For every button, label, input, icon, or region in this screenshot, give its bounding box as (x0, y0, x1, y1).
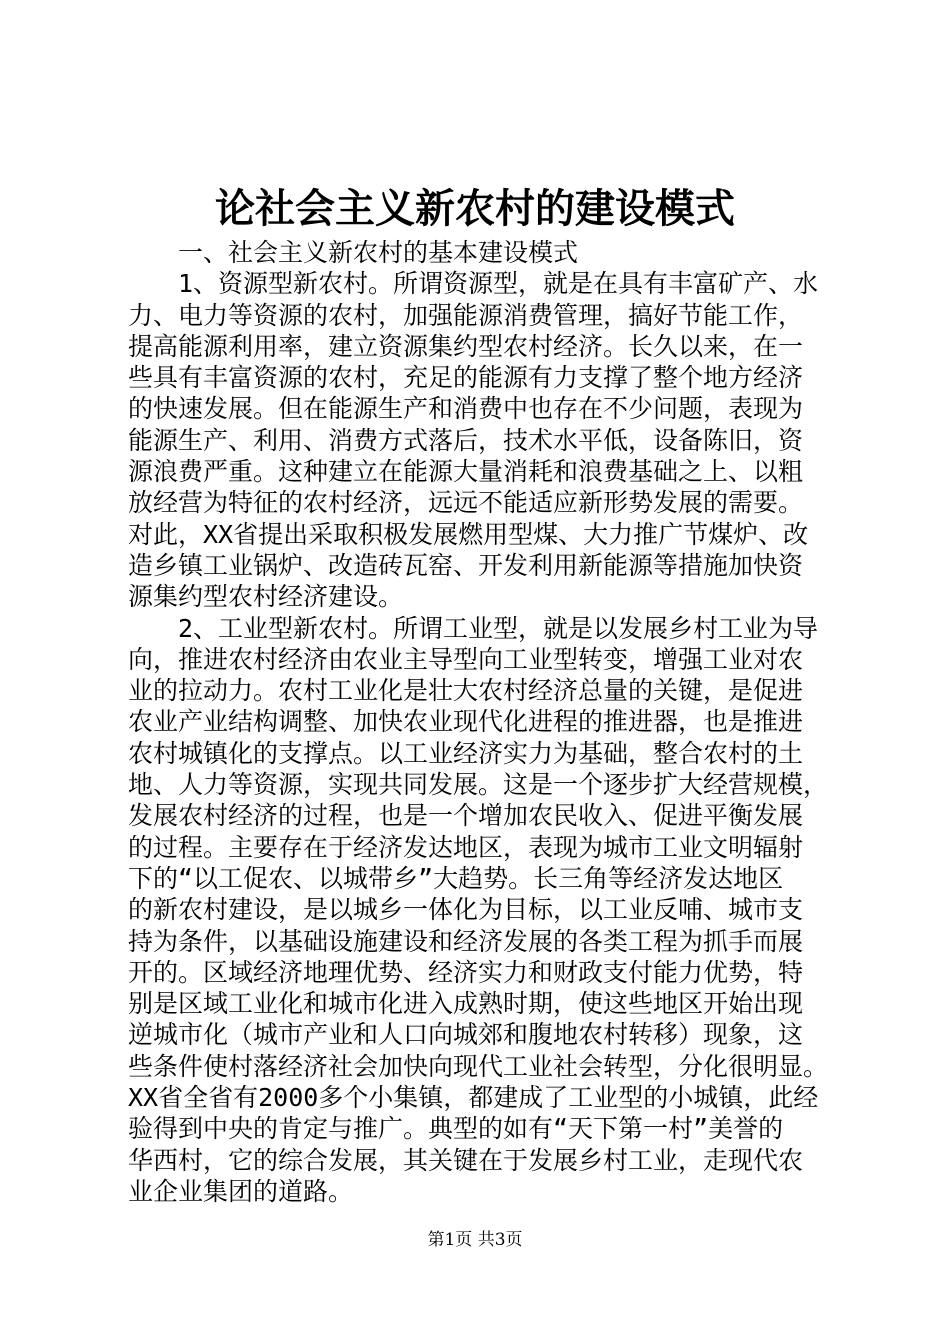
paragraph-line: 发展农村经济的过程，也是一个增加农民收入、促进平衡发展 (128, 801, 804, 831)
paragraph-line: 农业产业结构调整、加快农业现代化进程的推进器，也是推进 (128, 707, 804, 737)
paragraph-line: 逆城市化（城市产业和人口向城郊和腹地农村转移）现象，这 (128, 1020, 804, 1050)
paragraph-line: 源集约型农村经济建设。 (128, 582, 404, 612)
paragraph-line: 些条件使村落经济社会加快向现代工业社会转型，分化很明显。 (128, 1051, 829, 1081)
paragraph-line: 业企业集团的道路。 (128, 1176, 354, 1206)
paragraph-line: 些具有丰富资源的农村，充足的能源有力支撑了整个地方经济 (128, 363, 804, 393)
paragraph-line: 农村城镇化的支撑点。以工业经济实力为基础，整合农村的土 (128, 738, 804, 768)
paragraph-line: 开的。区域经济地理优势、经济实力和财政支付能力优势，特 (128, 957, 804, 987)
paragraph-line: 提高能源利用率，建立资源集约型农村经济。长久以来，在一 (128, 331, 804, 361)
paragraph-line: 对此，XX省提出采取积极发展燃用型煤、大力推广节煤炉、改 (128, 519, 809, 549)
paragraph-line: 源浪费严重。这种建立在能源大量消耗和浪费基础之上、以粗 (128, 457, 804, 487)
paragraph-line: 放经营为特征的农村经济，远远不能适应新形势发展的需要。 (128, 488, 804, 518)
paragraph-line: 地、人力等资源，实现共同发展。这是一个逐步扩大经营规模， (128, 770, 829, 800)
paragraph-line: 下的“以工促农、以城带乡”大趋势。长三角等经济发达地区 (128, 863, 784, 893)
paragraph-line: 力、电力等资源的农村，加强能源消费管理，搞好节能工作， (128, 300, 804, 330)
paragraph-line: 别是区域工业化和城市化进入成熟时期，使这些地区开始出现 (128, 989, 804, 1019)
paragraph-line: 造乡镇工业锅炉、改造砖瓦窑、开发利用新能源等措施加快资 (128, 550, 804, 580)
paragraph-line: 华西村，它的综合发展，其关键在于发展乡村工业，走现代农 (128, 1145, 804, 1175)
paragraph-line: 持为条件，以基础设施建设和经济发展的各类工程为抓手而展 (128, 926, 804, 956)
paragraph-line: 验得到中央的肯定与推广。典型的如有“天下第一村”美誉的 (128, 1114, 784, 1144)
paragraph-line: 向，推进农村经济由农业主导型向工业型转变，增强工业对农 (128, 644, 804, 674)
paragraph-line: XX省全省有2000多个小集镇，都建成了工业型的小城镇，此经 (128, 1083, 819, 1113)
paragraph-line: 的新农村建设，是以城乡一体化为目标，以工业反哺、城市支 (128, 895, 804, 925)
paragraph-line: 的快速发展。但在能源生产和消费中也存在不少问题，表现为 (128, 394, 804, 424)
document-title: 论社会主义新农村的建设模式 (215, 185, 735, 232)
paragraph-line: 的过程。主要存在于经济发达地区，表现为城市工业文明辐射 (128, 832, 804, 862)
paragraph-line: 能源生产、利用、消费方式落后，技术水平低，设备陈旧，资 (128, 425, 804, 455)
paragraph-line: 业的拉动力。农村工业化是壮大农村经济总量的关键，是促进 (128, 676, 804, 706)
document-body (128, 237, 828, 1207)
paragraph-first-line: 2、工业型新农村。所谓工业型，就是以发展乡村工业为导 (178, 613, 819, 643)
page-footer: 第1页 共3页 (427, 1230, 523, 1250)
paragraph-first-line: 1、资源型新农村。所谓资源型，就是在具有丰富矿产、水 (178, 269, 819, 299)
paragraph-first-line: 一、社会主义新农村的基本建设模式 (178, 238, 579, 267)
